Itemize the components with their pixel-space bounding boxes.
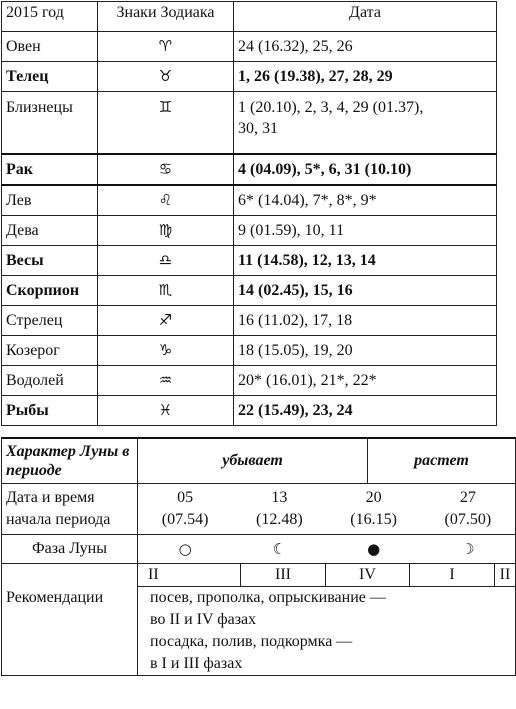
moon-phase-row bbox=[2, 535, 516, 564]
sign-name: Весы bbox=[2, 246, 98, 276]
zodiac-row bbox=[2, 396, 497, 426]
period-2: 13 (12.48) bbox=[256, 489, 303, 528]
zodiac-row bbox=[2, 246, 497, 276]
sign-dates: 1, 26 (19.38), 27, 28, 29 bbox=[234, 62, 497, 92]
phase-number: I bbox=[410, 564, 495, 587]
rec-line: посев, прополка, опрыскивание — bbox=[150, 589, 386, 606]
period-1: 05 (07.54) bbox=[161, 489, 209, 528]
sign-dates: 20* (16.01), 21*, 22* bbox=[234, 366, 497, 396]
sign-name: Водолей bbox=[2, 366, 98, 396]
zodiac-row bbox=[2, 32, 497, 62]
recommendations-row bbox=[2, 587, 516, 676]
sign-dates: 4 (04.09), 5*, 6, 31 (10.10) bbox=[234, 154, 497, 185]
waxing-label: растет bbox=[368, 438, 516, 484]
zodiac-row bbox=[2, 276, 497, 306]
zodiac-symbol-icon: ♉︎ bbox=[98, 62, 234, 92]
zodiac-symbol-icon: ♒︎ bbox=[98, 366, 234, 396]
zodiac-symbol-icon: ♈︎ bbox=[98, 32, 234, 62]
phase-number: III bbox=[241, 564, 326, 587]
zodiac-row bbox=[2, 336, 497, 366]
sign-dates: 14 (02.45), 15, 16 bbox=[234, 276, 497, 306]
character-label: Характер Луны в периоде bbox=[2, 438, 138, 484]
full-moon-icon: ○ bbox=[178, 540, 192, 558]
rec-line: во II и IV фазах bbox=[150, 611, 257, 628]
phase-number: II bbox=[138, 564, 241, 587]
sign-name: Телец bbox=[2, 62, 98, 92]
zodiac-symbol-icon: ♓︎ bbox=[98, 396, 234, 426]
zodiac-symbol-icon: ♋︎ bbox=[98, 154, 234, 185]
zodiac-symbol-icon: ♏︎ bbox=[98, 276, 234, 306]
new-moon-icon: ● bbox=[367, 540, 381, 558]
zodiac-table bbox=[1, 1, 497, 426]
sign-dates: 1 (20.10), 2, 3, 4, 29 (01.37), 30, 31 bbox=[234, 92, 497, 155]
rec-label: Рекомендации bbox=[2, 587, 138, 676]
rec-line: в I и III фазах bbox=[150, 655, 243, 672]
zodiac-header-row bbox=[2, 2, 497, 32]
zodiac-symbol-icon: ♐︎ bbox=[98, 306, 234, 336]
zodiac-row bbox=[2, 92, 497, 155]
sign-name: Дева bbox=[2, 216, 98, 246]
zodiac-symbol-icon: ♊︎ bbox=[98, 92, 234, 155]
phase-number: II bbox=[495, 564, 516, 587]
sign-dates: 22 (15.49), 23, 24 bbox=[234, 396, 497, 426]
sign-dates: 6* (14.04), 7*, 8*, 9* bbox=[234, 185, 497, 216]
zodiac-row bbox=[2, 154, 497, 185]
sign-name: Скорпион bbox=[2, 276, 98, 306]
sign-dates: 16 (11.02), 17, 18 bbox=[234, 306, 497, 336]
header-signs: Знаки Зодиака bbox=[98, 2, 234, 32]
sign-dates: 11 (14.58), 12, 13, 14 bbox=[234, 246, 497, 276]
phase-label: Фаза Луны bbox=[2, 535, 138, 564]
sign-dates: 18 (15.05), 19, 20 bbox=[234, 336, 497, 366]
sign-name: Лев bbox=[2, 185, 98, 216]
moon-character-row bbox=[2, 438, 516, 484]
moon-table bbox=[1, 437, 516, 676]
zodiac-symbol-icon: ♎︎ bbox=[98, 246, 234, 276]
sign-name: Козерог bbox=[2, 336, 98, 366]
zodiac-row bbox=[2, 306, 497, 336]
zodiac-row bbox=[2, 185, 497, 216]
zodiac-row bbox=[2, 366, 497, 396]
zodiac-row bbox=[2, 62, 497, 92]
period-4: 27 (07.50) bbox=[444, 489, 492, 528]
date-label: Дата и время начала периода bbox=[2, 484, 138, 535]
zodiac-symbol-icon: ♑︎ bbox=[98, 336, 234, 366]
period-dates bbox=[138, 487, 515, 531]
zodiac-symbol-icon: ♍︎ bbox=[98, 216, 234, 246]
sign-name: Близнецы bbox=[2, 92, 98, 155]
sign-dates: 9 (01.59), 10, 11 bbox=[234, 216, 497, 246]
zodiac-symbol-icon: ♌︎ bbox=[98, 185, 234, 216]
waning-label: убывает bbox=[138, 438, 368, 484]
period-3: 20 (16.15) bbox=[350, 489, 397, 528]
waning-crescent-icon: ☾ bbox=[272, 540, 287, 558]
header-year: 2015 год bbox=[2, 2, 98, 32]
phase-number-row bbox=[2, 564, 516, 587]
zodiac-row bbox=[2, 216, 497, 246]
sign-name: Рак bbox=[2, 154, 98, 185]
phase-number: IV bbox=[326, 564, 410, 587]
sign-name: Овен bbox=[2, 32, 98, 62]
waxing-crescent-icon: ☽ bbox=[461, 540, 475, 558]
period-dates-row bbox=[2, 484, 516, 535]
zodiac-body bbox=[2, 32, 497, 426]
header-date: Дата bbox=[234, 2, 497, 32]
rec-line: посадка, полив, подкормка — bbox=[150, 633, 353, 650]
sign-dates: 24 (16.32), 25, 26 bbox=[234, 32, 497, 62]
sign-name: Рыбы bbox=[2, 396, 98, 426]
sign-name: Стрелец bbox=[2, 306, 98, 336]
